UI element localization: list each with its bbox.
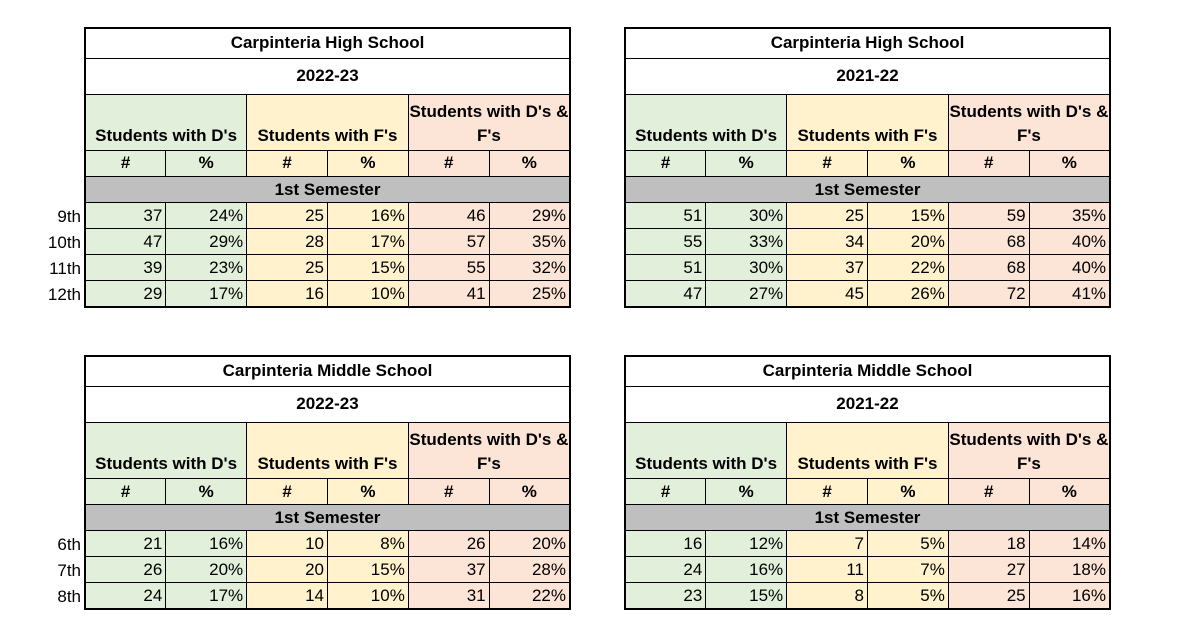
percent-subheader: % [166, 150, 247, 176]
table-cell: 29% [166, 229, 247, 255]
school-name: Carpinteria Middle School [85, 356, 570, 386]
table-cell: 40% [1029, 229, 1110, 255]
category-ds-header: Students with D's [85, 94, 247, 150]
table-cell: 47 [625, 281, 706, 307]
grade-labels [540, 355, 624, 610]
table-cell: 15% [327, 255, 408, 281]
grade-labels [0, 27, 84, 308]
table-cell: 22% [867, 255, 948, 281]
table-cell: 72 [948, 281, 1029, 307]
table-block-high-2021-22 [540, 27, 1111, 308]
grades-table-high-2022-23 [84, 27, 571, 308]
table-cell: 37 [85, 203, 166, 229]
category-fs-header: Students with F's [247, 422, 409, 478]
table-row [625, 255, 1110, 281]
grade-label [540, 584, 624, 610]
percent-subheader: % [489, 478, 570, 504]
table-block-middle-2022-23 [0, 355, 571, 610]
table-row [85, 281, 570, 307]
table-cell: 31 [408, 583, 489, 609]
table-row [625, 281, 1110, 307]
table-cell: 51 [625, 203, 706, 229]
table-cell: 17% [166, 281, 247, 307]
table-cell: 20 [247, 557, 328, 583]
table-row [625, 557, 1110, 583]
grade-label [540, 282, 624, 308]
table-cell: 21 [85, 531, 166, 557]
table-cell: 7% [867, 557, 948, 583]
percent-subheader: % [327, 150, 408, 176]
table-cell: 28% [489, 557, 570, 583]
table-row [85, 229, 570, 255]
table-cell: 17% [166, 583, 247, 609]
table-cell: 24 [85, 583, 166, 609]
grade-label [540, 256, 624, 282]
table-cell: 41% [1029, 281, 1110, 307]
category-fs-header: Students with F's [787, 422, 949, 478]
table-cell: 24% [166, 203, 247, 229]
count-subheader: # [247, 150, 328, 176]
grade-label: 6th [57, 535, 81, 554]
percent-subheader: % [489, 150, 570, 176]
table-cell: 23% [166, 255, 247, 281]
category-ds-and-fs-header: Students with D's & F's [408, 94, 570, 150]
table-cell: 22% [489, 583, 570, 609]
table-cell: 24 [625, 557, 706, 583]
grade-label: 8th [57, 587, 81, 606]
table-cell: 27 [948, 557, 1029, 583]
table-cell: 39 [85, 255, 166, 281]
grade-labels [540, 27, 624, 308]
count-subheader: # [408, 150, 489, 176]
count-subheader: # [408, 478, 489, 504]
table-row [85, 531, 570, 557]
school-name: Carpinteria Middle School [625, 356, 1110, 386]
table-cell: 27% [706, 281, 787, 307]
table-cell: 35% [489, 229, 570, 255]
table-cell: 8 [787, 583, 868, 609]
table-cell: 32% [489, 255, 570, 281]
grades-table-high-2021-22 [624, 27, 1111, 308]
table-block-middle-2021-22 [540, 355, 1111, 610]
table-cell: 55 [408, 255, 489, 281]
category-ds-and-fs-header: Students with D's & F's [408, 422, 570, 478]
semester-header: 1st Semester [85, 505, 570, 531]
table-cell: 10% [327, 281, 408, 307]
table-cell: 34 [787, 229, 868, 255]
table-cell: 68 [948, 229, 1029, 255]
category-fs-header: Students with F's [787, 94, 949, 150]
table-cell: 5% [867, 583, 948, 609]
table-row [625, 203, 1110, 229]
percent-subheader: % [1029, 478, 1110, 504]
table-cell: 16% [327, 203, 408, 229]
category-ds-and-fs-header: Students with D's & F's [948, 422, 1110, 478]
table-cell: 17% [327, 229, 408, 255]
grade-label [540, 230, 624, 256]
table-row [85, 557, 570, 583]
table-cell: 46 [408, 203, 489, 229]
table-cell: 10 [247, 531, 328, 557]
table-cell: 16 [247, 281, 328, 307]
table-cell: 41 [408, 281, 489, 307]
grade-label [540, 558, 624, 584]
school-year: 2021-22 [625, 58, 1110, 94]
count-subheader: # [948, 478, 1029, 504]
table-cell: 30% [706, 203, 787, 229]
category-ds-header: Students with D's [625, 422, 787, 478]
semester-header: 1st Semester [85, 176, 570, 202]
percent-subheader: % [1029, 150, 1110, 176]
table-cell: 33% [706, 229, 787, 255]
percent-subheader: % [706, 478, 787, 504]
grade-label: 9th [57, 207, 81, 226]
percent-subheader: % [867, 150, 948, 176]
table-cell: 11 [787, 557, 868, 583]
table-row [85, 203, 570, 229]
table-cell: 47 [85, 229, 166, 255]
table-cell: 37 [787, 255, 868, 281]
table-cell: 45 [787, 281, 868, 307]
grade-label: 11th [49, 259, 81, 278]
category-fs-header: Students with F's [247, 94, 409, 150]
count-subheader: # [247, 478, 328, 504]
table-cell: 14 [247, 583, 328, 609]
table-cell: 25 [247, 203, 328, 229]
table-cell: 18% [1029, 557, 1110, 583]
table-cell: 35% [1029, 203, 1110, 229]
table-cell: 29 [85, 281, 166, 307]
table-cell: 40% [1029, 255, 1110, 281]
table-block-high-2022-23 [0, 27, 571, 308]
table-cell: 18 [948, 531, 1029, 557]
table-cell: 25 [247, 255, 328, 281]
count-subheader: # [787, 478, 868, 504]
grades-table-middle-2021-22 [624, 355, 1111, 610]
school-year: 2021-22 [625, 386, 1110, 422]
count-subheader: # [625, 478, 706, 504]
category-ds-and-fs-header: Students with D's & F's [948, 94, 1110, 150]
school-name: Carpinteria High School [85, 28, 570, 58]
school-year: 2022-23 [85, 386, 570, 422]
table-cell: 25 [948, 583, 1029, 609]
grade-label [540, 204, 624, 230]
percent-subheader: % [327, 478, 408, 504]
category-ds-header: Students with D's [85, 422, 247, 478]
table-cell: 16% [1029, 583, 1110, 609]
table-row [625, 531, 1110, 557]
table-cell: 15% [706, 583, 787, 609]
table-row [85, 255, 570, 281]
table-cell: 59 [948, 203, 1029, 229]
table-cell: 37 [408, 557, 489, 583]
table-cell: 16% [706, 557, 787, 583]
grade-label: 10th [47, 233, 81, 252]
grade-labels [0, 355, 84, 610]
table-cell: 68 [948, 255, 1029, 281]
table-cell: 23 [625, 583, 706, 609]
table-cell: 20% [867, 229, 948, 255]
table-cell: 10% [327, 583, 408, 609]
count-subheader: # [85, 478, 166, 504]
table-cell: 8% [327, 531, 408, 557]
school-name: Carpinteria High School [625, 28, 1110, 58]
count-subheader: # [787, 150, 868, 176]
table-cell: 25 [787, 203, 868, 229]
table-cell: 30% [706, 255, 787, 281]
table-row [85, 583, 570, 609]
table-cell: 51 [625, 255, 706, 281]
percent-subheader: % [867, 478, 948, 504]
grade-label: 12th [47, 285, 81, 304]
table-cell: 12% [706, 531, 787, 557]
semester-header: 1st Semester [625, 176, 1110, 202]
table-row [625, 583, 1110, 609]
table-cell: 55 [625, 229, 706, 255]
table-row [625, 229, 1110, 255]
table-cell: 15% [327, 557, 408, 583]
table-cell: 57 [408, 229, 489, 255]
table-cell: 25% [489, 281, 570, 307]
table-cell: 26% [867, 281, 948, 307]
category-ds-header: Students with D's [625, 94, 787, 150]
grades-table-middle-2022-23 [84, 355, 571, 610]
percent-subheader: % [706, 150, 787, 176]
table-cell: 26 [408, 531, 489, 557]
table-cell: 20% [166, 557, 247, 583]
table-cell: 26 [85, 557, 166, 583]
table-cell: 7 [787, 531, 868, 557]
grade-label [540, 532, 624, 558]
percent-subheader: % [166, 478, 247, 504]
table-cell: 15% [867, 203, 948, 229]
table-cell: 29% [489, 203, 570, 229]
count-subheader: # [948, 150, 1029, 176]
table-cell: 20% [489, 531, 570, 557]
grade-label: 7th [57, 561, 81, 580]
table-cell: 28 [247, 229, 328, 255]
table-cell: 16 [625, 531, 706, 557]
count-subheader: # [625, 150, 706, 176]
school-year: 2022-23 [85, 58, 570, 94]
table-cell: 16% [166, 531, 247, 557]
count-subheader: # [85, 150, 166, 176]
table-cell: 14% [1029, 531, 1110, 557]
table-cell: 5% [867, 531, 948, 557]
semester-header: 1st Semester [625, 505, 1110, 531]
